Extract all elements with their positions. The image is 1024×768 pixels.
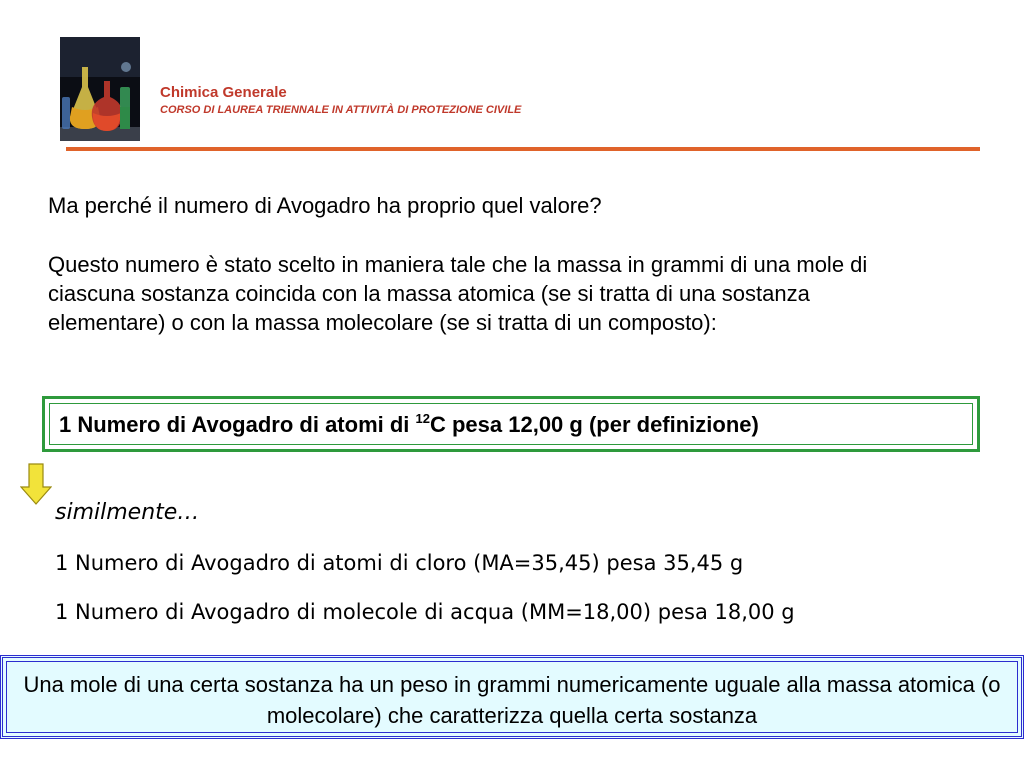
isotope-superscript: 12 [415,411,430,426]
definition-text [59,411,759,438]
definition-suffix: C pesa 12,00 g (per definizione) [429,412,759,437]
header-divider [66,147,980,151]
question-text: Ma perché il numero di Avogadro ha proprio quel valore? [48,193,602,218]
conclusion-text: Una mole di una certa sostanza ha un peso in grammi numericamente uguale alla massa atomica (o molecolare) che caratterizza quella certa sostanza [23,672,1001,728]
example-water: 1 Numero di Avogadro di molecole di acqua (MM=18,00) pesa 18,00 g [55,600,795,624]
similarly-label: similmente… [55,500,200,525]
definition-prefix: 1 Numero di Avogadro di atomi di [59,412,416,437]
explanation-paragraph: Questo numero è stato scelto in maniera tale che la massa in grammi di una mole di ciascuna sostanza coincida con la massa atomica (se si tratta di una sostanza elementare) o con la massa molecolare (se si tratta di un composto): [48,252,868,335]
definition-box [42,396,980,452]
example-chlorine: 1 Numero di Avogadro di atomi di cloro (MA=35,45) pesa 35,45 g [55,551,744,575]
conclusion-box [0,655,1024,739]
lab-glassware-image [60,37,140,141]
down-arrow-icon [20,463,52,510]
course-subtitle: CORSO DI LAUREA TRIENNALE IN ATTIVITÀ DI PROTEZIONE CIVILE [160,104,522,116]
course-title: Chimica Generale [160,84,287,101]
